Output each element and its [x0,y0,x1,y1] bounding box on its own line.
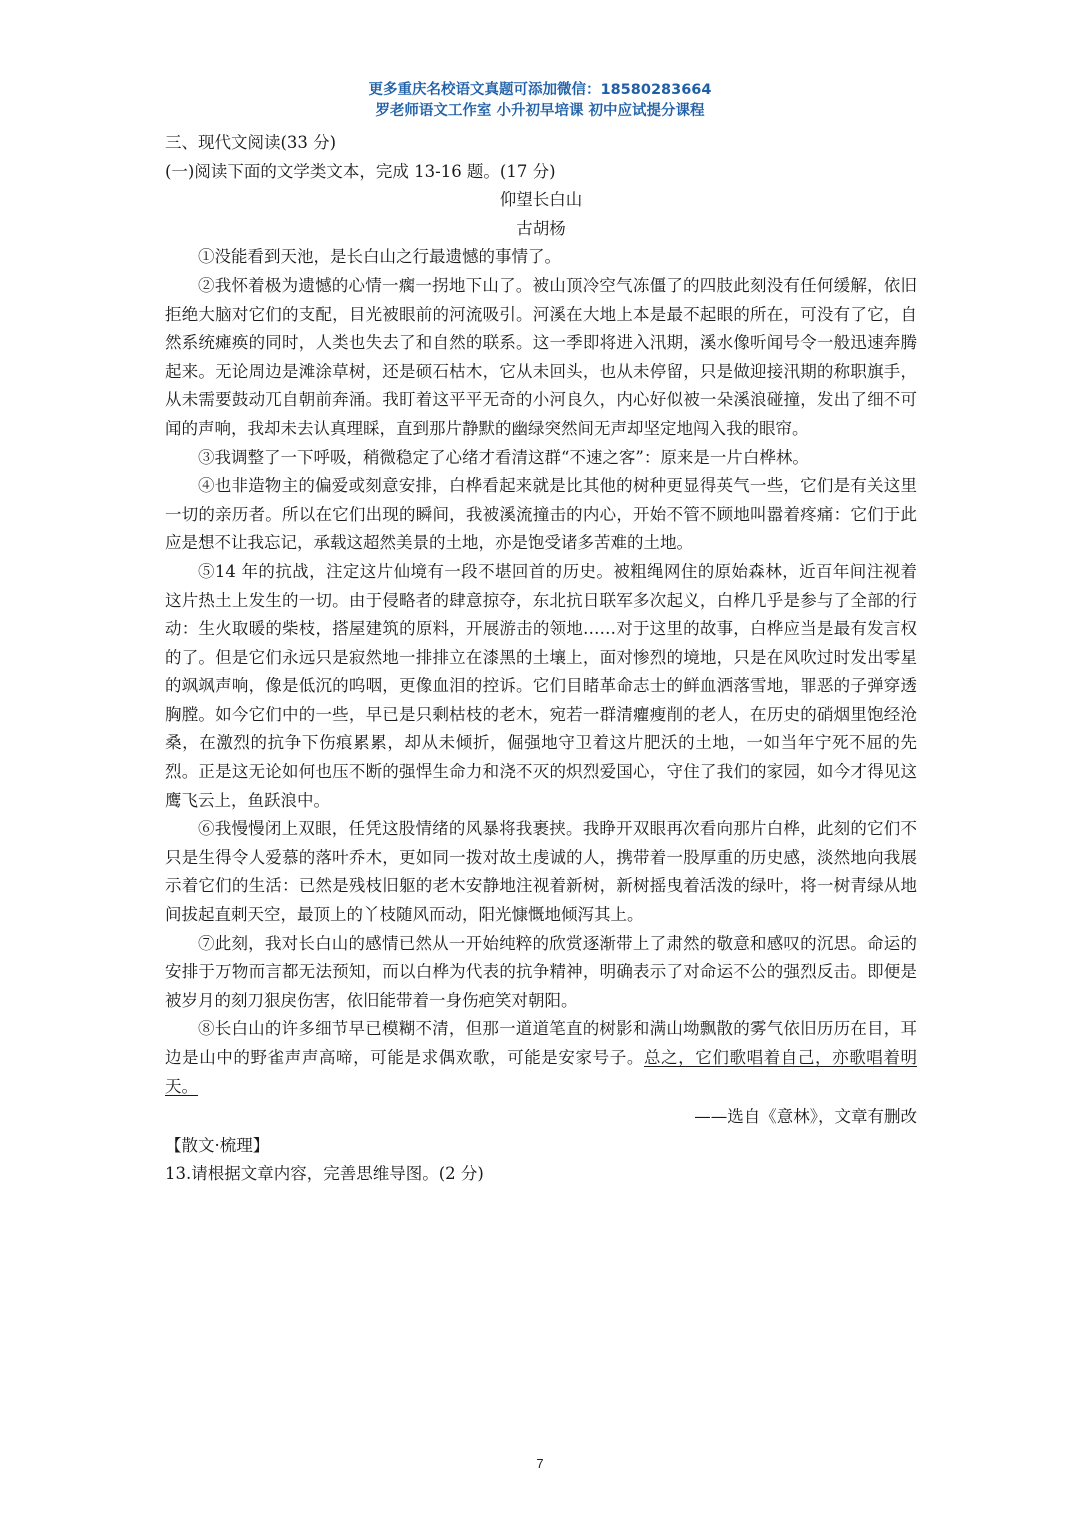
paragraph-4: ④也非造物主的偏爱或刻意安排，白桦看起来就是比其他的树种更显得英气一些，它们是有关这里一切的亲历者。所以在它们出现的瞬间，我被溪流撞击的内心，开始不管不顾地叫嚣着疼痛：它们于此应是想不让我忘记，承载这超然美景的土地，亦是饱受诸多苦难的土地。 [165,476,917,553]
question-13: 13.请根据文章内容，完善思维导图。(2 分) [165,1164,484,1184]
page-content [165,129,917,1189]
header-banner [0,80,1080,122]
header-line-2: 罗老师语文工作室 小升初早培课 初中应试提分课程 [375,103,705,119]
page-number: 7 [536,1456,544,1471]
article-source: ——选自《意林》，文章有删改 [694,1107,917,1127]
paragraph-6: ⑥我慢慢闭上双眼，任凭这股情绪的风暴将我裹挟。我睁开双眼再次看向那片白桦，此刻的它们不只是生得令人爱慕的落叶乔木，更如同一拨对故土虔诚的人，携带着一股厚重的历史感，淡然地向我展示着它们的生活：已然是残枝旧躯的老木安静地注视着新树，新树摇曳着活泼的绿叶，将一树青绿从地间拔起直刺天空，最顶上的丫枝随风而动，阳光慷慨地倾泻其上。 [165,819,917,925]
article-author: 古胡杨 [516,218,566,238]
paragraph-3: ③我调整了一下呼吸，稍微稳定了心绪才看清这群“不速之客”：原来是一片白桦林。 [198,447,809,467]
paragraph-2: ②我怀着极为遗憾的心情一瘸一拐地下山了。被山顶冷空气冻僵了的四肢此刻没有任何缓解，依旧拒绝大脑对它们的支配，目光被眼前的河流吸引。河溪在大地上本是最不起眼的所在，可没有了它，自然系统瘫痪的同时，人类也失去了和自然的联系。这一季即将进入汛期，溪水像听闻号令一般迅速奔腾起来。无论周边是滩涂草树，还是硕石枯木，它从未回头，也从未停留，只是做迎接汛期的称职旗手，从未需要鼓动兀自朝前奔涌。我盯着这平平无奇的小河良久，内心好似被一朵溪浪碰撞，发出了细不可闻的声响，我却未去认真理睬，直到那片静默的幽绿突然间无声却坚定地闯入我的眼帘。 [165,275,917,438]
article-title: 仰望长白山 [499,190,583,210]
underlined-sentence: 总之，它们歌唱着自己，亦歌唱着明天。 [165,1048,918,1096]
paragraph-7: ⑦此刻，我对长白山的感情已然从一开始纯粹的欣赏逐渐带上了肃然的敬意和感叹的沉思。命运的安排于万物而言都无法预知，而以白桦为代表的抗争精神，明确表示了对命运不公的强烈反击。即便是被岁月的刻刀狠戾伤害，依旧能带着一身伤疤笑对朝阳。 [165,933,917,1010]
paragraph-8 [165,1015,917,1101]
subsection-title: (一)阅读下面的文学类文本，完成 13-16 题。(17 分) [165,161,556,181]
paragraph-1: ①没能看到天池，是长白山之行最遗憾的事情了。 [198,247,561,267]
header-line-1: 更多重庆名校语文真题可添加微信：18580283664 [368,82,712,98]
paragraph-8-text: ⑧长白山的许多细节早已模糊不清，但那一道道笔直的树影和满山坳飘散的雾气依旧历历在目，耳边是山中的野雀声声高啼，可能是求偶欢歌，可能是安家号子。 [165,1019,917,1067]
section-title: 三、现代文阅读(33 分) [165,133,337,152]
paragraph-5: ⑤14 年的抗战，注定这片仙境有一段不堪回首的历史。被粗绳网住的原始森林，近百年间注视着这片热土上发生的一切。由于侵略者的肆意掠夺，东北抗日联军多次起义，白桦几乎是参与了全部的行动：生火取暖的柴枝，搭屋建筑的原料，开展游击的领地……对于这里的故事，白桦应当是最有发言权的了。但是它们永远只是寂然地一排排立在漆黑的土壤上，面对惨烈的境地，只是在风吹过时发出零星的飒飒声响，像是低沉的呜咽，更像血泪的控诉。它们目睹革命志士的鲜血洒落雪地，罪恶的子弹穿透胸膛。如今它们中的一些，早已是只剩枯枝的老木，宛若一群清癯瘦削的老人，在历史的硝烟里饱经沧桑，在激烈的抗争下伤痕累累，却从未倾折，倔强地守卫着这片肥沃的土地，一如当年宁死不屈的先烈。正是这无论如何也压不断的强悍生命力和浇不灭的炽烈爱国心，守住了我们的家园，如今才得见这鹰飞云上，鱼跃浪中。 [165,561,917,810]
section-label: 【散文·梳理】 [165,1135,270,1155]
